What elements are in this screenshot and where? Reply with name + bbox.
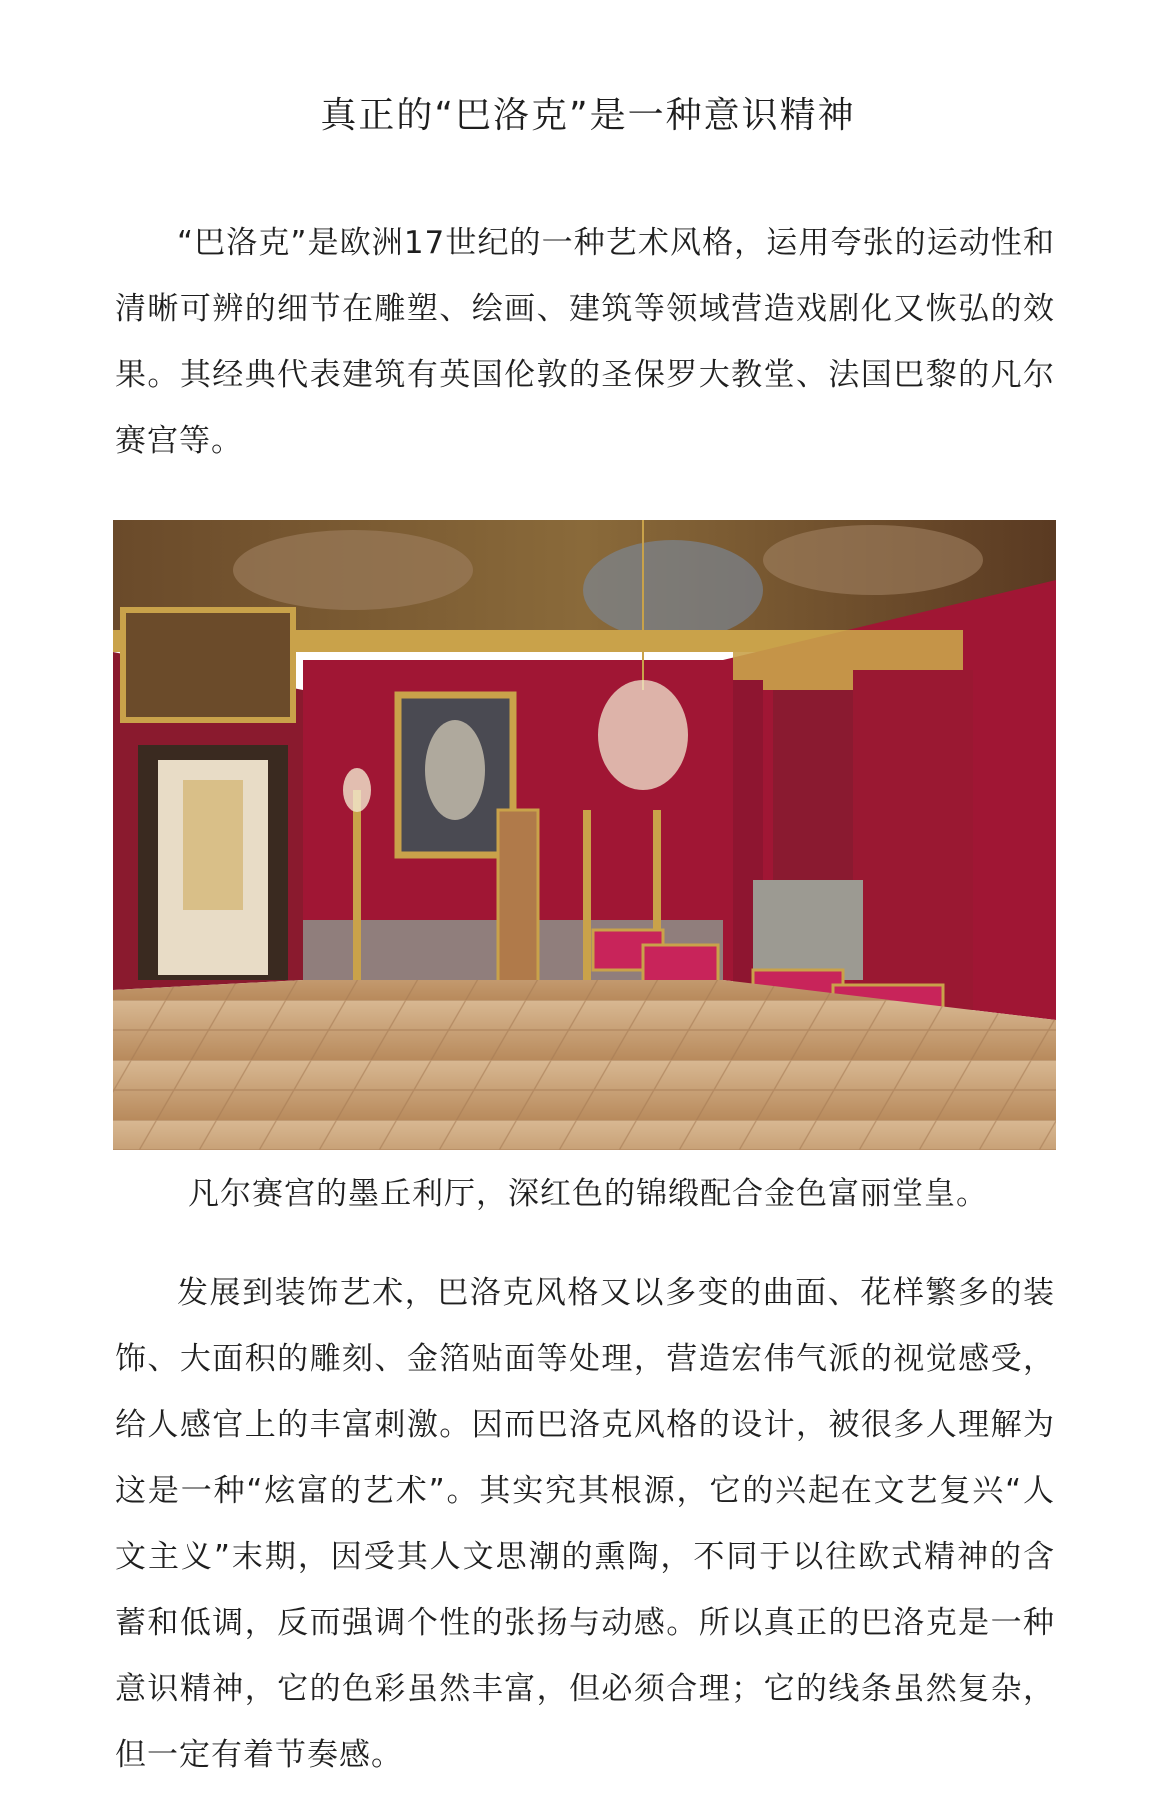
parquet-floor [113, 980, 1056, 1150]
versailles-mercury-room-photo [113, 520, 1056, 1150]
bed-curtain [853, 670, 973, 1010]
room-illustration [113, 520, 1056, 1150]
clock [498, 810, 538, 990]
chandelier [598, 680, 688, 790]
image-caption: 凡尔赛宫的墨丘利厅，深红色的锦缎配合金色富丽堂皇。 [188, 1176, 988, 1212]
left-painting [123, 610, 293, 720]
article-title: 真正的“巴洛克”是一种意识精神 [320, 95, 856, 136]
body-paragraph: 发展到装饰艺术，巴洛克风格又以多变的曲面、花样繁多的装饰、大面积的雕刻、金箔贴面等处理，营造宏伟气派的视觉感受，给人感官上的丰富刺激。因而巴洛克风格的设计，被很多人理解为这是一种“炫富的艺术”。其实究其根源，它的兴起在文艺复兴“人文主义”末期，因受其人文思潮的熏陶，不同于以往欧式精神的含蓄和低调，反而强调个性的张扬与动感。所以真正的巴洛克是一种意识精神，它的色彩虽然丰富，但必须合理；它的线条虽然复杂，但一定有着节奏感。 [115, 1275, 1055, 1773]
intro-paragraph: “巴洛克”是欧洲17世纪的一种艺术风格，运用夸张的运动性和清晰可辨的细节在雕塑、绘画、建筑等领域营造戏剧化又恢弘的效果。其经典代表建筑有英国伦敦的圣保罗大教堂、法国巴黎的凡尔赛宫等。 [115, 225, 1055, 459]
bed [753, 880, 863, 980]
